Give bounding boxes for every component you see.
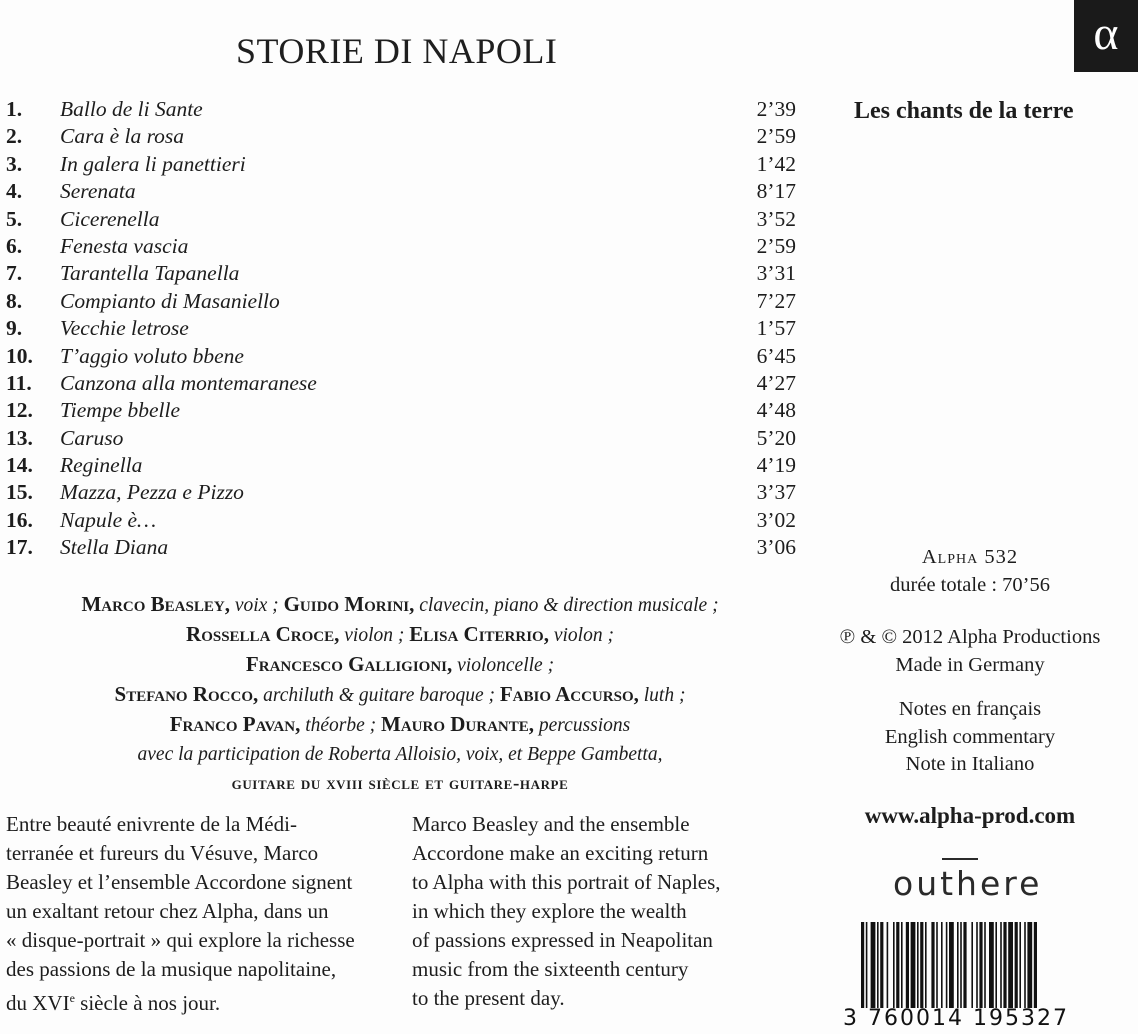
performer-role: violoncelle ; — [452, 655, 555, 676]
notes-french: Notes en français — [898, 698, 1042, 720]
barcode-bar — [861, 922, 864, 1008]
track-number: 4. — [6, 179, 23, 204]
track-duration: 7’27 — [756, 288, 796, 313]
performer-name: Rossella Croce, — [186, 622, 340, 646]
track-row — [6, 151, 806, 178]
track-duration: 3’31 — [756, 261, 796, 286]
track-number: 6. — [6, 233, 23, 258]
credits-line — [20, 710, 780, 740]
track-duration: 3’06 — [756, 535, 796, 560]
catalog-number: Alpha 532 — [921, 546, 1019, 568]
description-text: Entre beauté enivrente de la Médi- terranée et fureurs du Vésuve, Marco Beasley et l’ensemble Accordone signent un exaltant retour chez Alpha, dans un « disque-portrait » qui explore la richesse des passions de la musique napolitaine, du XVI — [6, 812, 355, 1015]
performer-name: Franco Pavan, — [169, 712, 301, 736]
track-number: 1. — [6, 97, 23, 121]
performer-role: voix ; — [229, 595, 284, 616]
track-title: Napule è… — [60, 507, 157, 532]
track-row — [6, 178, 806, 205]
outhere-logo — [893, 864, 1042, 903]
barcode-bar — [1027, 922, 1032, 1008]
barcode-bar — [1000, 922, 1002, 1008]
barcode-bar — [1008, 922, 1013, 1008]
track-number: 7. — [6, 261, 23, 286]
barcode-bar — [866, 922, 868, 1008]
performer-role: percussions — [534, 715, 631, 736]
alpha-logo-icon: α — [1074, 0, 1138, 72]
track-row — [6, 397, 806, 424]
track-number: 14. — [6, 453, 33, 478]
track-title: Tarantella Tapanella — [60, 261, 240, 286]
track-title: Mazza, Pezza e Pizzo — [60, 480, 244, 505]
barcode-bar — [949, 922, 954, 1008]
track-duration: 3’52 — [756, 206, 796, 231]
barcode-bar — [906, 922, 909, 1008]
total-duration: durée totale : 70’56 — [890, 573, 1050, 596]
track-row — [6, 233, 806, 260]
track-title: Stella Diana — [60, 535, 169, 560]
track-number: 3. — [6, 151, 23, 176]
website-link[interactable]: www.alpha-prod.com — [864, 803, 1076, 828]
copyright-text: ℗ & © 2012 Alpha Productions — [839, 626, 1101, 648]
track-row — [6, 452, 806, 479]
credits-line — [20, 680, 780, 710]
barcode-bar — [1015, 922, 1018, 1008]
track-row — [6, 123, 806, 150]
tracklist — [6, 96, 806, 562]
track-row — [6, 260, 806, 287]
description-english: Marco Beasley and the ensemble Accordone make an exciting return to Alpha with this portrait of Naples, in which they explore the wealth of passions expressed in Neapolitan music from the sixteenth century to the present day. — [412, 812, 721, 1010]
performer-credits — [20, 590, 780, 798]
track-row — [6, 425, 806, 452]
track-row — [6, 288, 806, 315]
performer-name: Fabio Accurso, — [499, 682, 639, 706]
barcode-bar — [911, 922, 916, 1008]
barcode-number: 3 760014 195327 — [843, 1006, 1069, 1031]
album-subtitle: Les chants de la terre — [854, 98, 1074, 124]
barcode-bar — [1024, 922, 1026, 1008]
track-title: Caruso — [60, 425, 124, 450]
track-number: 13. — [6, 425, 33, 450]
barcode-bar — [1034, 922, 1037, 1008]
performer-name: Elisa Citerrio, — [409, 622, 549, 646]
guest-instruments: guitare du xviii siècle et guitare-harpe — [231, 773, 569, 794]
track-number: 8. — [6, 288, 23, 313]
track-duration: 1’42 — [756, 151, 796, 176]
barcode-bar — [925, 922, 927, 1008]
track-row — [6, 206, 806, 233]
barcode-bar — [979, 922, 982, 1008]
logo-text: ou — [893, 864, 941, 903]
barcode-bar — [880, 922, 883, 1008]
credits-line — [20, 590, 780, 620]
barcode-bar — [960, 922, 962, 1008]
track-duration: 6’45 — [756, 343, 796, 368]
barcode-bar — [936, 922, 938, 1008]
performer-role: violon ; — [548, 625, 614, 646]
credits-line — [20, 620, 780, 650]
track-title: Serenata — [60, 179, 136, 204]
logo-text: th — [940, 864, 980, 903]
track-number: 11. — [6, 370, 32, 395]
barcode-bar — [931, 922, 934, 1008]
track-number: 10. — [6, 343, 33, 368]
track-duration: 2’59 — [756, 124, 796, 149]
performer-name: Mauro Durante, — [381, 712, 535, 736]
barcode — [843, 922, 1123, 1034]
track-duration: 3’02 — [756, 507, 796, 532]
barcode-bar — [896, 922, 899, 1008]
track-number: 12. — [6, 398, 33, 423]
barcode-bar — [984, 922, 986, 1008]
track-row — [6, 370, 806, 397]
track-number: 2. — [6, 124, 23, 149]
track-title: Canzona alla montemaranese — [60, 370, 317, 395]
track-number: 16. — [6, 507, 33, 532]
track-title: Cicerenella — [60, 206, 160, 231]
barcode-bars-icon — [861, 922, 1117, 1008]
notes-english: English commentary — [884, 725, 1056, 748]
track-number: 9. — [6, 316, 23, 341]
barcode-bar — [877, 922, 879, 1008]
copyright-info — [820, 624, 1120, 679]
track-row — [6, 343, 806, 370]
notes-italian: Note in Italiano — [905, 753, 1035, 775]
track-row — [6, 479, 806, 506]
barcode-bar — [871, 922, 876, 1008]
performer-name: Guido Morini, — [283, 592, 415, 616]
track-title: Reginella — [60, 453, 143, 478]
made-in-text: Made in Germany — [895, 653, 1045, 676]
track-row — [6, 315, 806, 342]
track-title: Cara è la rosa — [60, 124, 185, 149]
performer-role: clavecin, piano & direction musicale ; — [414, 595, 719, 616]
track-duration: 4’19 — [756, 453, 796, 478]
track-duration: 5’20 — [756, 425, 796, 450]
performer-name: Marco Beasley, — [81, 592, 230, 616]
barcode-bar — [917, 922, 919, 1008]
description-french — [6, 810, 396, 1018]
barcode-bar — [941, 922, 943, 1008]
track-duration: 2’39 — [756, 97, 796, 121]
barcode-bar — [995, 922, 997, 1008]
credits-line — [20, 650, 780, 680]
performer-role: théorbe ; — [300, 715, 382, 736]
track-number: 15. — [6, 480, 33, 505]
track-row — [6, 507, 806, 534]
barcode-bar — [976, 922, 978, 1008]
barcode-bar — [963, 922, 966, 1008]
track-duration: 1’57 — [756, 316, 796, 341]
track-title: Tiempe bbelle — [60, 398, 181, 423]
catalog-info — [820, 544, 1120, 599]
description-text: siècle à nos jour. — [74, 991, 221, 1015]
album-title: STORIE DI NAPOLI — [236, 31, 558, 71]
performer-name: Stefano Rocco, — [114, 682, 259, 706]
barcode-bar — [1003, 922, 1006, 1008]
performer-name: Francesco Galligioni, — [245, 652, 453, 676]
superscript: e — [69, 991, 75, 1005]
performer-role: violon ; — [339, 625, 410, 646]
barcode-bar — [971, 922, 973, 1008]
barcode-bar — [957, 922, 959, 1008]
barcode-bar — [887, 922, 889, 1008]
barcode-bar — [1019, 922, 1021, 1008]
track-row — [6, 96, 806, 123]
barcode-bar — [920, 922, 923, 1008]
track-title: Fenesta vascia — [60, 233, 189, 258]
track-duration: 8’17 — [756, 179, 796, 204]
performer-role: luth ; — [638, 685, 686, 706]
track-title: Vecchie letrose — [60, 316, 189, 341]
guest-credits: avec la participation de Roberta Alloisio, voix, et Beppe Gambetta, — [137, 744, 663, 765]
performer-role: archiluth & guitare baroque ; — [258, 685, 500, 706]
barcode-bar — [989, 922, 994, 1008]
notes-languages — [820, 696, 1120, 779]
track-title: T’aggio voluto bbene — [60, 343, 244, 368]
track-title: Compianto di Masaniello — [60, 288, 280, 313]
logo-text: ere — [979, 864, 1043, 903]
track-row — [6, 534, 806, 561]
barcode-bar — [893, 922, 895, 1008]
track-title: In galera li panettieri — [60, 151, 246, 176]
track-duration: 2’59 — [756, 233, 796, 258]
barcode-bar — [901, 922, 903, 1008]
barcode-bar — [946, 922, 948, 1008]
track-number: 5. — [6, 206, 23, 231]
track-duration: 4’27 — [756, 370, 796, 395]
track-duration: 3’37 — [756, 480, 796, 505]
track-duration: 4’48 — [756, 398, 796, 423]
track-title: Ballo de li Sante — [60, 97, 203, 121]
track-number: 17. — [6, 535, 33, 560]
